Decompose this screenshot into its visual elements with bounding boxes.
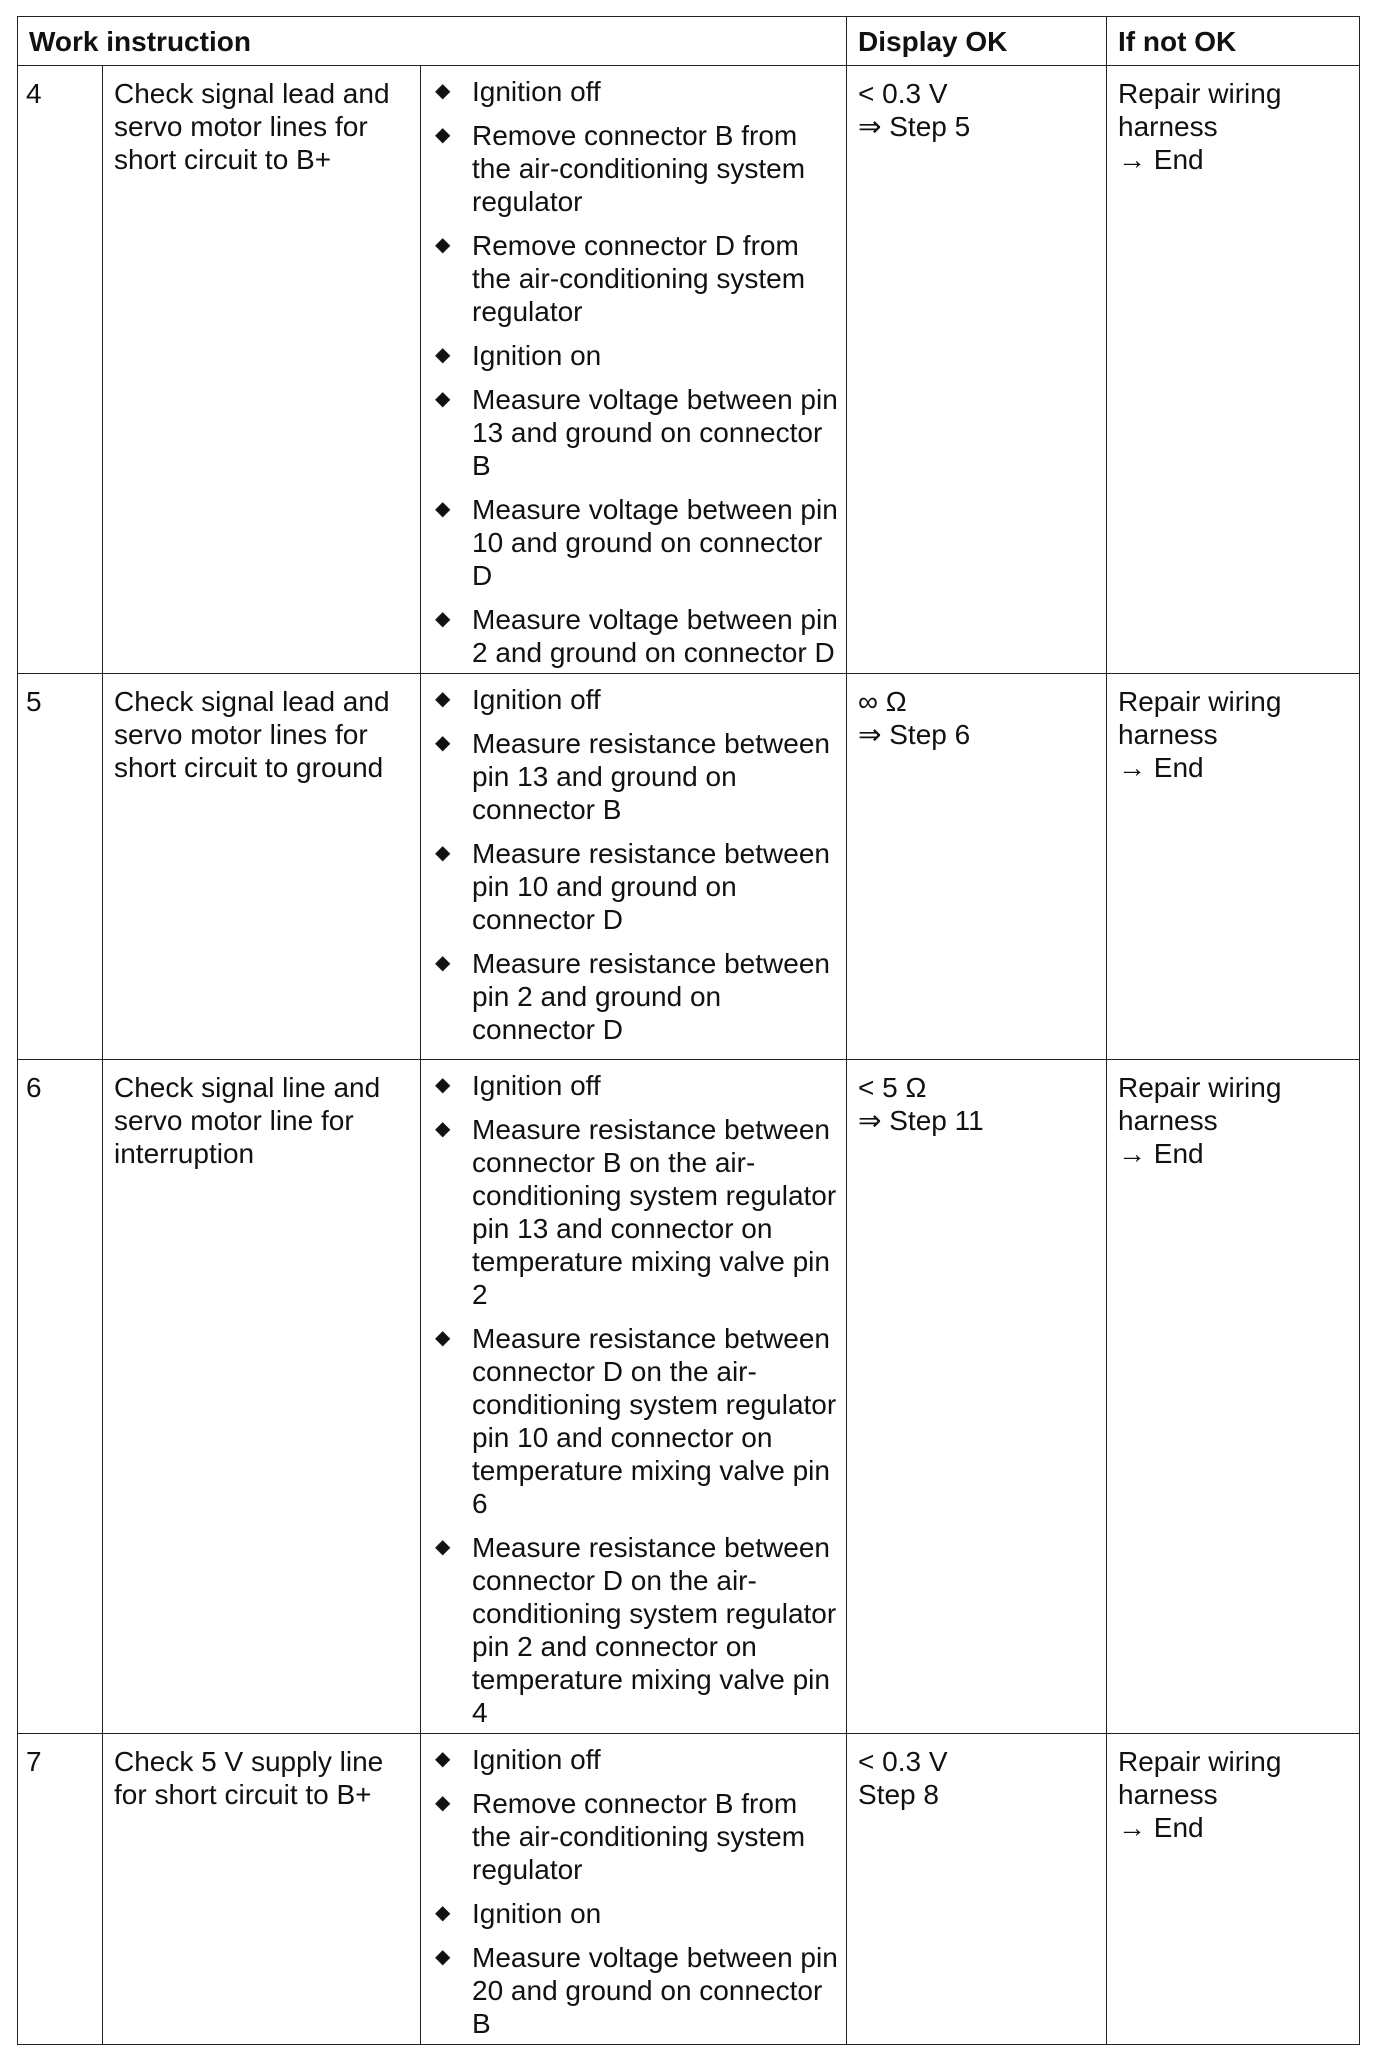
diamond-bullet-icon: ◆ [435,498,451,520]
diamond-bullet-icon: ◆ [435,1118,451,1140]
if-not-ok-next-step: → End [1118,752,1204,783]
step-instruction: Check 5 V supply line for short circuit to B+ [103,1734,421,2045]
action-text: Measure resistance between pin 2 and ground on connector D [472,948,830,1045]
action-item [431,119,838,218]
action-item [431,339,838,372]
step-instruction: Check signal lead and servo motor lines for short circuit to ground [103,674,421,1060]
step-actions [421,674,847,1060]
diamond-bullet-icon: ◆ [435,80,451,102]
action-text: Measure voltage between pin 13 and ground on connector B [472,384,838,481]
action-text: Measure resistance between pin 10 and ground on connector D [472,838,830,935]
diamond-bullet-icon: ◆ [435,952,451,974]
action-text: Ignition on [472,1898,602,1929]
step-actions [421,1060,847,1734]
diamond-bullet-icon: ◆ [435,608,451,630]
diamond-bullet-icon: ◆ [435,344,451,366]
action-text: Remove connector B from the air-conditioning system regulator [472,120,806,217]
action-item [431,1322,838,1520]
display-ok-value: ∞ Ω [858,686,907,717]
if-not-ok-action: Repair wiring harness [1118,686,1282,750]
diamond-bullet-icon: ◆ [435,1792,451,1814]
diamond-bullet-icon: ◆ [435,688,451,710]
action-item [431,1787,838,1886]
action-text: Measure voltage between pin 10 and ground on connector D [472,494,838,591]
work-instruction-sheet [17,16,1359,2039]
diamond-bullet-icon: ◆ [435,1074,451,1096]
if-not-ok-next-step: → End [1118,1812,1204,1843]
diamond-bullet-icon: ◆ [435,1748,451,1770]
if-not-ok-next-step: → End [1118,1138,1204,1169]
header-if-not-ok: If not OK [1107,17,1360,66]
action-list [431,1069,838,1729]
step-number: 4 [18,66,103,674]
action-text: Ignition off [472,76,601,107]
display-ok-next-step: ⇒ Step 6 [858,719,971,750]
step-number: 6 [18,1060,103,1734]
action-text: Measure voltage between pin 2 and ground on connector D [472,604,838,668]
action-item [431,603,838,669]
diamond-bullet-icon: ◆ [435,234,451,256]
header-display-ok: Display OK [847,17,1107,66]
step-actions [421,66,847,674]
action-item [431,1113,838,1311]
action-text: Remove connector B from the air-conditioning system regulator [472,1788,806,1885]
action-list [431,1743,838,2040]
action-text: Measure voltage between pin 20 and ground on connector B [472,1942,838,2039]
diamond-bullet-icon: ◆ [435,1536,451,1558]
diamond-bullet-icon: ◆ [435,1327,451,1349]
diamond-bullet-icon: ◆ [435,1946,451,1968]
action-item [431,383,838,482]
if-not-ok-action: Repair wiring harness [1118,78,1282,142]
table-row [18,66,1360,674]
display-ok-next-step: ⇒ Step 5 [858,111,971,142]
diamond-bullet-icon: ◆ [435,1902,451,1924]
action-item [431,229,838,328]
action-list [431,75,838,669]
action-text: Measure resistance between connector B on the air-conditioning system regulator pin 13 and connector on temperature mixing valve pin 2 [472,1114,837,1310]
diamond-bullet-icon: ◆ [435,732,451,754]
action-text: Ignition off [472,1744,601,1775]
action-item [431,947,838,1046]
if-not-ok-action: Repair wiring harness [1118,1072,1282,1136]
action-text: Remove connector D from the air-conditioning system regulator [472,230,806,327]
display-ok-value: < 0.3 V [858,78,948,109]
display-ok-cell [847,1734,1107,2045]
step-actions [421,1734,847,2045]
action-text: Ignition on [472,340,602,371]
display-ok-next-step: Step 8 [858,1779,939,1810]
display-ok-cell [847,66,1107,674]
if-not-ok-cell [1107,66,1360,674]
table-row [18,1060,1360,1734]
table-row [18,674,1360,1060]
table-row [18,1734,1360,2045]
action-item [431,1069,838,1102]
action-item [431,1531,838,1729]
step-instruction: Check signal line and servo motor line for interruption [103,1060,421,1734]
action-text: Ignition off [472,1070,601,1101]
if-not-ok-cell [1107,674,1360,1060]
header-work-instruction: Work instruction [18,17,847,66]
display-ok-cell [847,674,1107,1060]
step-number: 7 [18,1734,103,2045]
action-item [431,75,838,108]
action-item [431,1743,838,1776]
action-item [431,683,838,716]
diamond-bullet-icon: ◆ [435,388,451,410]
if-not-ok-cell [1107,1060,1360,1734]
action-item [431,837,838,936]
action-text: Measure resistance between connector D on the air-conditioning system regulator pin 2 and connector on temperature mixing valve pin 4 [472,1532,837,1728]
if-not-ok-next-step: → End [1118,144,1204,175]
diamond-bullet-icon: ◆ [435,842,451,864]
display-ok-cell [847,1060,1107,1734]
action-list [431,683,838,1046]
action-item [431,493,838,592]
step-instruction: Check signal lead and servo motor lines for short circuit to B+ [103,66,421,674]
action-item [431,727,838,826]
if-not-ok-cell [1107,1734,1360,2045]
action-text: Ignition off [472,684,601,715]
step-number: 5 [18,674,103,1060]
diamond-bullet-icon: ◆ [435,124,451,146]
action-item [431,1897,838,1930]
display-ok-value: < 0.3 V [858,1746,948,1777]
if-not-ok-action: Repair wiring harness [1118,1746,1282,1810]
work-instruction-table [17,16,1360,2045]
display-ok-next-step: ⇒ Step 11 [858,1105,984,1136]
action-text: Measure resistance between pin 13 and ground on connector B [472,728,830,825]
display-ok-value: < 5 Ω [858,1072,927,1103]
header-row [18,17,1360,66]
action-item [431,1941,838,2040]
action-text: Measure resistance between connector D on the air-conditioning system regulator pin 10 and connector on temperature mixing valve pin 6 [472,1323,837,1519]
